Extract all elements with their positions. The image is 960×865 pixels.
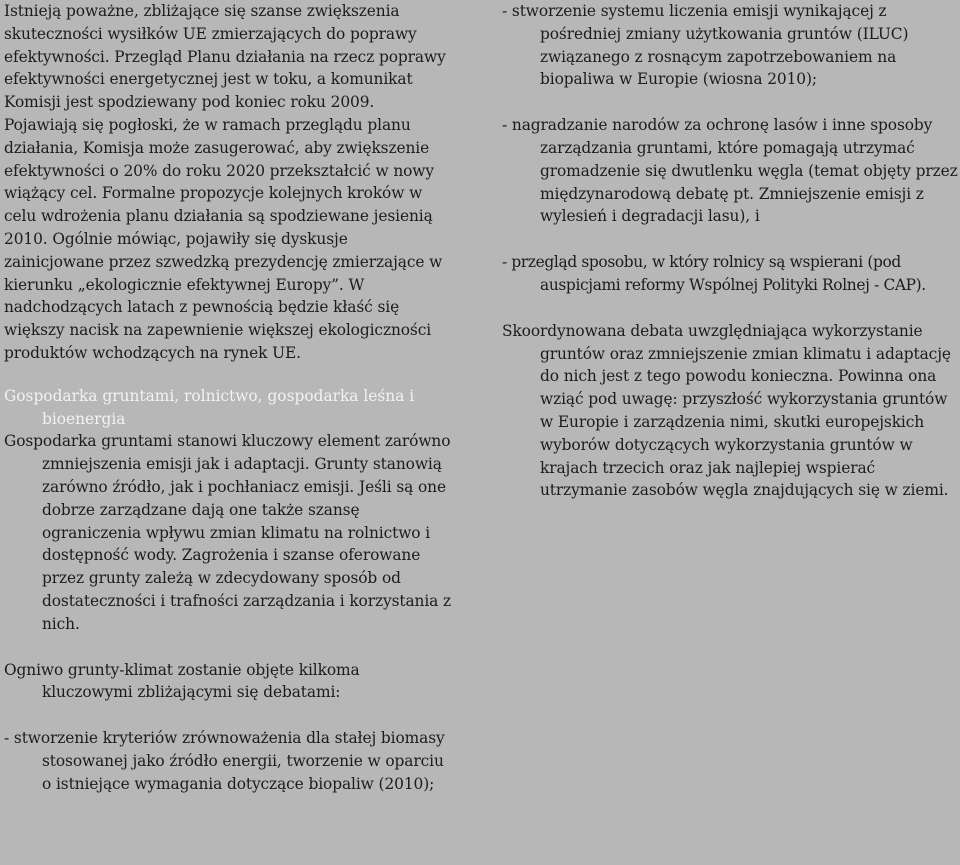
bullet-iluc: - stworzenie systemu liczenia emisji wynikającej z pośredniej zmiany użytkowania gruntów (ILUC) związanego z rosnącym zapotrzebowaniem na biopaliwa w Europie (wiosna 2010); <box>502 2 909 89</box>
debates-intro: Ogniwo grunty-klimat zostanie objęte kilkoma kluczowymi zbliżającymi się debatami: <box>4 660 360 702</box>
bullet-cap: - przegląd sposobu, w który rolnicy są wspierani (pod auspicjami reformy Wspólnej Polityki Rolnej - CAP). <box>502 253 926 294</box>
closing-paragraph: Skoordynowana debata uwzględniająca wykorzystanie gruntów oraz zmniejszenie zmian klimatu i adaptację do nich jest z tego powodu konieczna. Powinna ona wziąć pod uwagę: przyszłość wykorzystania gruntów w Europie i zarządzenia nimi, skutki europejskich wyborów dotyczących wykorzystania gruntów w krajach trzecich oraz jak najlepiej wspierać utrzymanie zasobów węgla znajdujących się w ziemi. <box>502 321 951 500</box>
left-column <box>4 0 452 796</box>
bullet-biomass: - stworzenie kryteriów zrównoważenia dla stałej biomasy stosowanej jako źródło energii, tworzenie w oparciu o istniejące wymagania dotyczące biopaliw (2010); <box>4 729 445 793</box>
section-paragraph: Gospodarka gruntami stanowi kluczowy element zarówno zmniejszenia emisji jak i adaptacji. Grunty stanowią zarówno źródło, jak i pochłaniacz emisji. Jeśli są one dobrze zarządzane dają one także szansę ograniczenia wpływu zmian klimatu na rolnictwo i dostępność wody. Zagrożenia i szanse oferowane przez grunty zależą w zdecydowany sposób od dostateczności i trafności zarządzania i korzystania z nich. <box>4 432 452 633</box>
bullet-forests: - nagradzanie narodów za ochronę lasów i inne sposoby zarządzania gruntami, które pomagają utrzymać gromadzenie się dwutlenku węgla (temat objęty przez międzynarodową debatę pt. Zmniejszenie emisji z wylesień i degradacji lasu), i <box>502 116 958 226</box>
section-heading: Gospodarka gruntami, rolnictwo, gospodarka leśna i bioenergia <box>4 386 415 428</box>
right-column <box>502 0 958 502</box>
intro-paragraph: Istnieją poważne, zbliżające się szanse zwiększenia skuteczności wysiłków UE zmierzających do poprawy efektywności. Przegląd Planu działania na rzecz poprawy efektywności energetycznej jest w toku, a komunikat Komisji jest spodziewany pod koniec roku 2009. Pojawiają się pogłoski, że w ramach przeglądu planu działania, Komisja może zasugerować, aby zwiększenie efektywności o 20% do roku 2020 przekształcić w nowy wiążący cel. Formalne propozycje kolejnych kroków w celu wdrożenia planu działania są spodziewane jesienią 2010. Ogólnie mówiąc, pojawiły się dyskusje zainicjowane przez szwedzką prezydencję zmierzające w kierunku „ekologicznie efektywnej Europy”. W nadchodzących latach z pewnością będzie kłaść się większy nacisk na zapewnienie większej ekologiczności produktów wchodzących na rynek UE. <box>4 2 446 362</box>
